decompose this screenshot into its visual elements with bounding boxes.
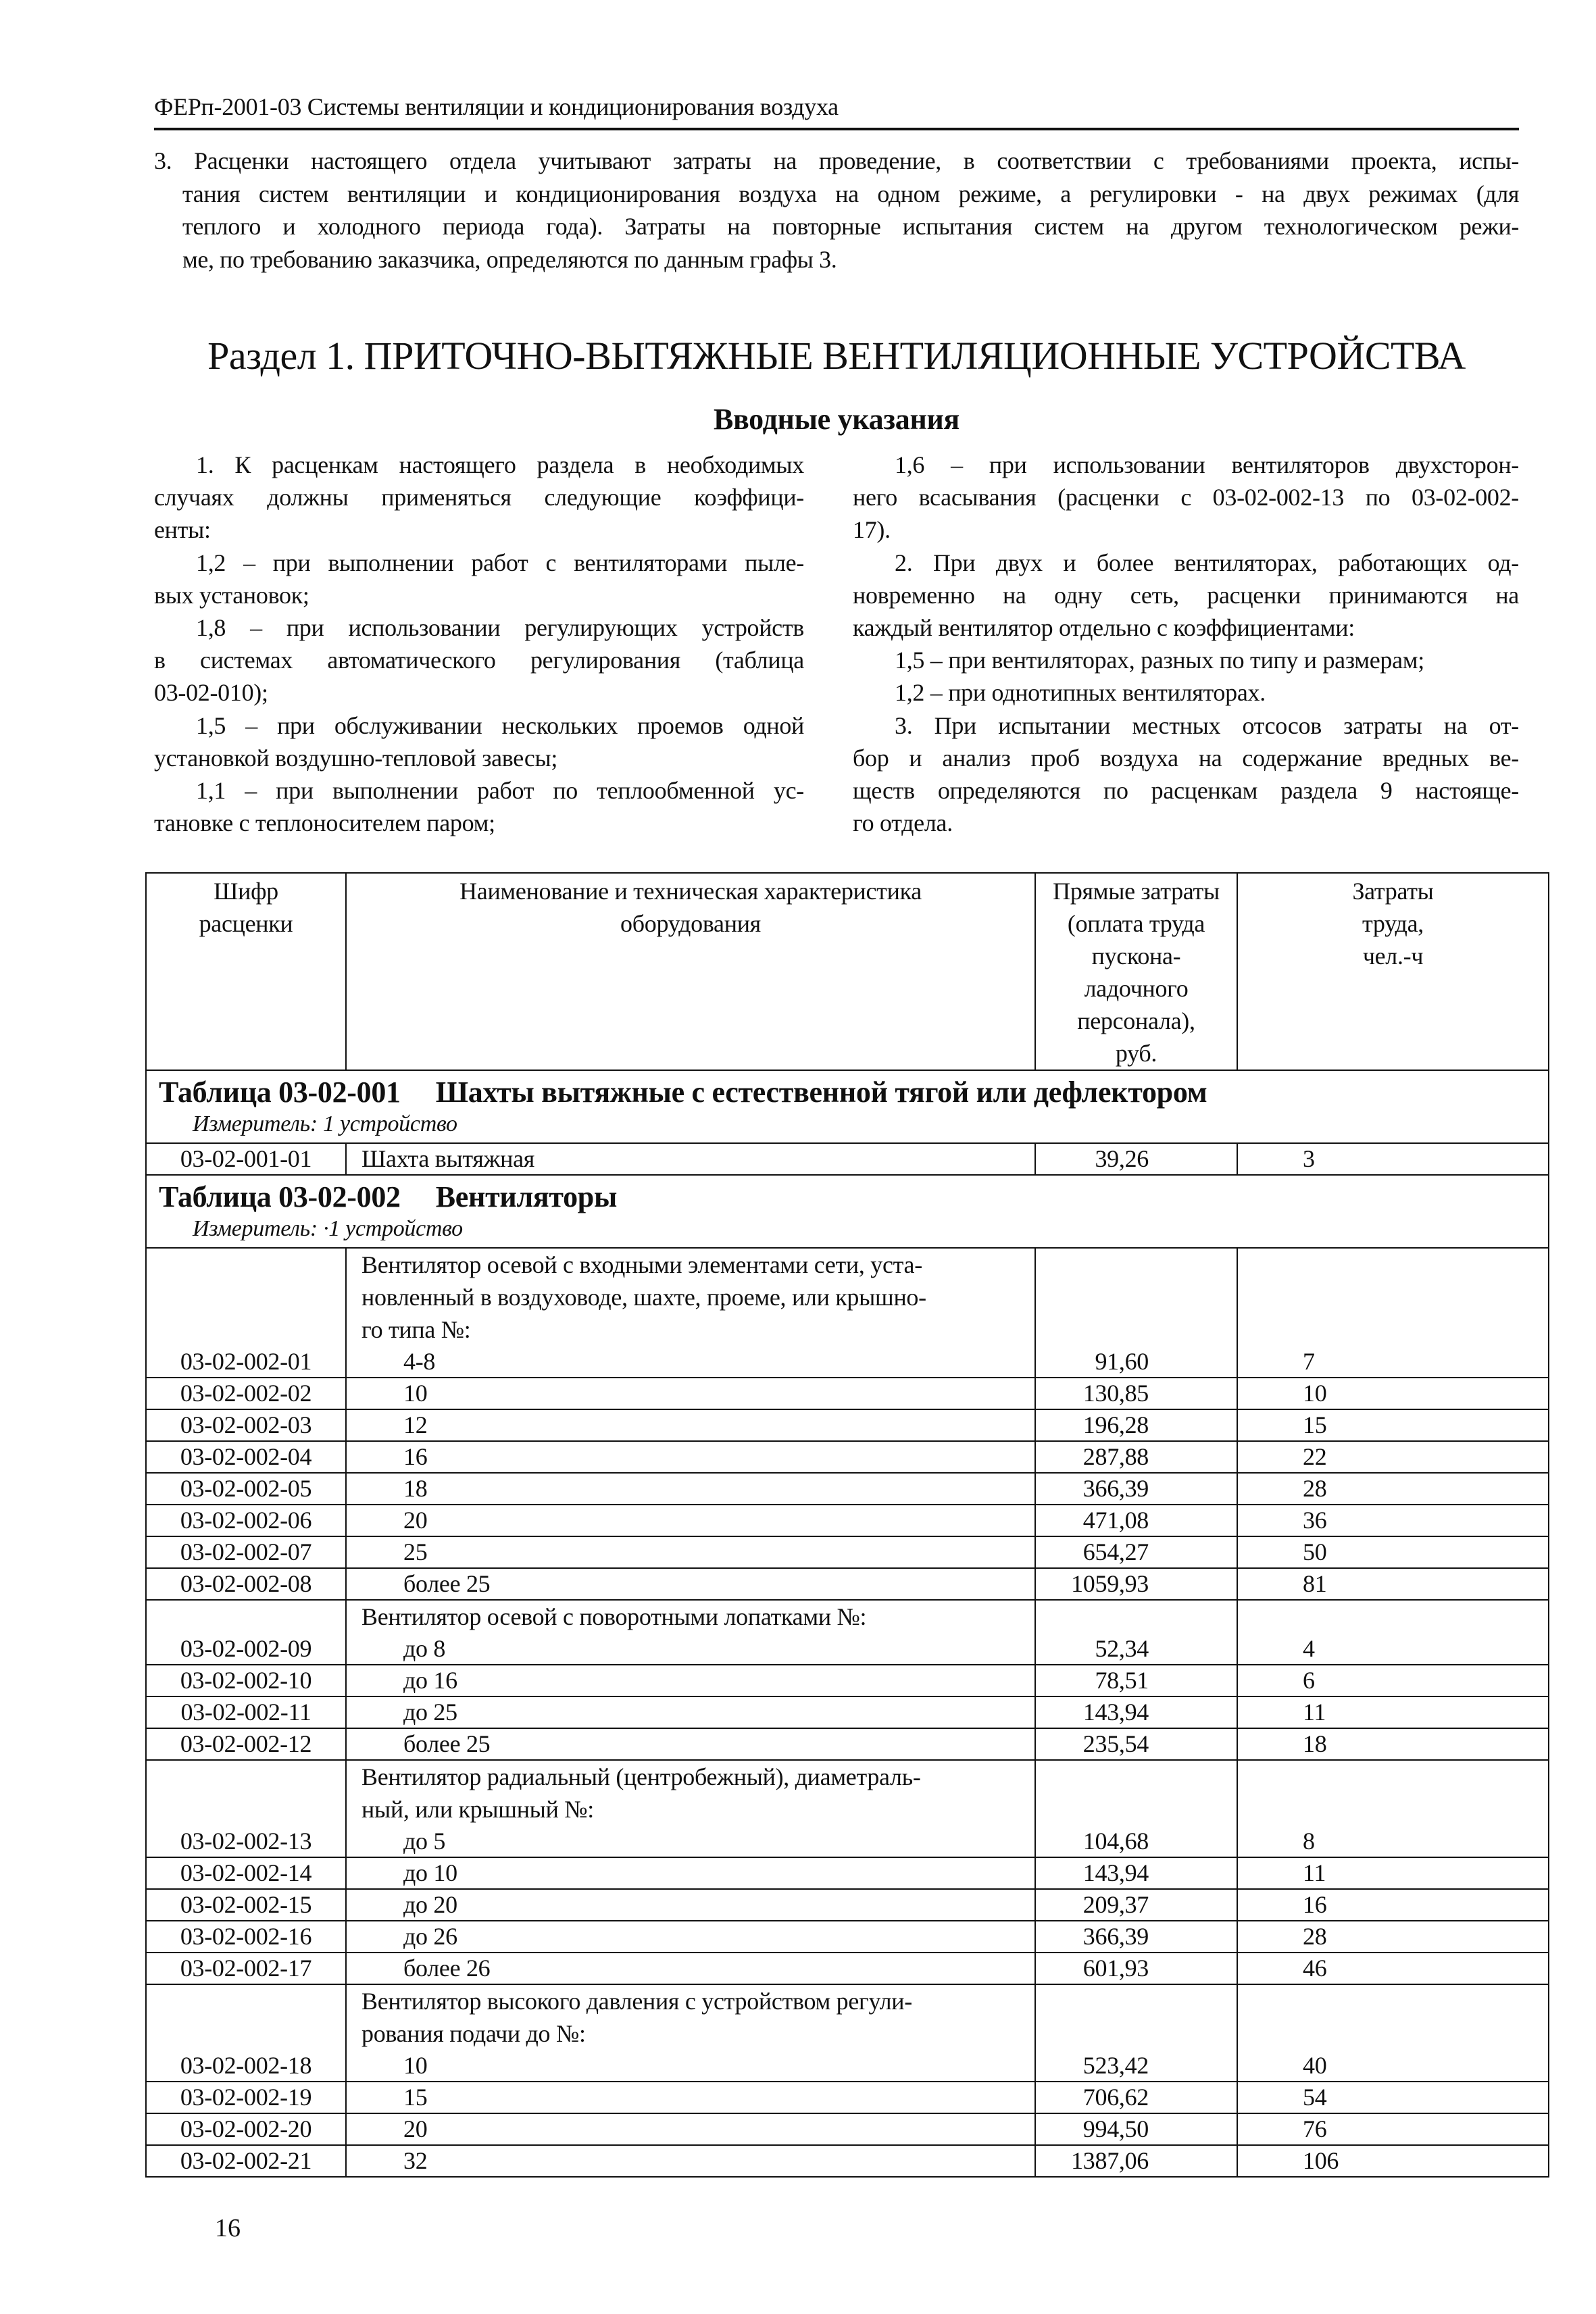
rate-cost: 91,60 [1035,1248,1237,1378]
rate-code: 03-02-002-13 [146,1760,346,1857]
rate-code: 03-02-002-19 [146,2082,346,2113]
rate-code: 03-02-002-20 [146,2113,346,2145]
rate-cost: 366,39 [1035,1473,1237,1505]
note-line: 2. При двух и более вентиляторах, работающих од- [895,549,1519,576]
rate-name [346,1953,1035,1984]
rate-cost: 143,94 [1035,1696,1237,1728]
rate-code: 03-02-002-03 [146,1409,346,1441]
note-line: ществ определяются по расценкам раздела 9 настояще- [853,777,1519,805]
note-line: вых установок; [154,581,309,609]
table-row [146,1441,1549,1473]
section-title: Раздел 1. ПРИТОЧНО-ВЫТЯЖНЫЕ ВЕНТИЛЯЦИОННЫЕ УСТРОЙСТВА [207,334,1466,378]
table-row [146,1473,1549,1505]
rate-labor: 28 [1237,1921,1549,1953]
table-row [146,1984,1549,2082]
group-description-line: го типа №: [361,1316,471,1343]
note-line: тановке с теплоносителем паром; [154,809,495,837]
rate-param: 12 [403,1411,428,1438]
note-line: 03-02-010); [154,679,268,707]
table-row [146,1857,1549,1889]
table-row [146,2113,1549,2145]
note-line: случаях должны применяться следующие коэффици- [154,484,804,511]
intro-line: теплого и холодного периода года). Затраты на повторные испытания систем на другом технологическом режи- [182,213,1519,240]
rate-code: 03-02-002-12 [146,1728,346,1760]
rate-name [346,1728,1035,1760]
rate-param: Шахта вытяжная [361,1145,535,1172]
rate-code: 03-02-002-09 [146,1600,346,1665]
notes-left-column [154,449,804,839]
rate-labor: 10 [1237,1378,1549,1409]
table-row [146,1728,1549,1760]
table-row [146,1600,1549,1665]
note-line: установкой воздушно-тепловой завесы; [154,744,558,772]
table-row [146,1665,1549,1696]
rate-labor: 46 [1237,1953,1549,1984]
intro-paragraph [154,145,1519,276]
rate-name [346,1441,1035,1473]
table-row [146,1760,1549,1857]
table-title: Шахты вытяжные с естественной тягой или дефлектором [435,1076,1207,1109]
note-line: каждый вентилятор отдельно с коэффициентами: [853,614,1355,642]
table-row [146,1568,1549,1600]
header-cost: Прямые затраты (оплата труда пускона- ладочного персонала), руб. [1035,873,1237,1070]
rate-labor: 7 [1237,1248,1549,1378]
rate-cost: 52,34 [1035,1600,1237,1665]
rate-labor: 36 [1237,1505,1549,1536]
rate-param: до 5 [403,1828,446,1855]
rate-cost: 287,88 [1035,1441,1237,1473]
rate-name [346,1536,1035,1568]
note-line: в системах автоматического регулирования (таблица [154,647,804,674]
note-line: бор и анализ проб воздуха на содержание вредных ве- [853,744,1519,772]
intro-line: ме, по требованию заказчика, определяются по данным графы 3. [182,245,837,273]
table-row [146,1696,1549,1728]
rate-labor: 8 [1237,1760,1549,1857]
table-row [146,1248,1549,1378]
note-line: новременно на одну сеть, расценки принимаются на [853,581,1519,609]
rate-cost: 366,39 [1035,1921,1237,1953]
rate-labor: 16 [1237,1889,1549,1921]
rate-name [346,1568,1035,1600]
header-rule [154,128,1519,130]
rate-param: до 8 [403,1635,446,1662]
rate-name [346,1409,1035,1441]
running-head: ФЕРп-2001-03 Системы вентиляции и кондиционирования воздуха [154,93,839,120]
rate-labor: 40 [1237,1984,1549,2082]
table-unit: Измеритель: ·1 устройство [193,1216,463,1241]
rate-param: 16 [403,1443,428,1470]
rate-labor: 28 [1237,1473,1549,1505]
table-section-header [146,1175,1549,1248]
rate-cost: 235,54 [1035,1728,1237,1760]
rate-name [346,1984,1035,2082]
rate-code: 03-02-002-21 [146,2145,346,2177]
note-line: 3. При испытании местных отсосов затраты на от- [895,711,1519,739]
group-description-line: Вентилятор высокого давления с устройством регули- [361,1988,912,2015]
group-description-line: рования подачи до №: [361,2020,586,2047]
note-line: него всасывания (расценки с 03-02-002-13 по 03-02-002- [853,484,1519,511]
note-line: го отдела. [853,809,953,837]
rate-labor: 54 [1237,2082,1549,2113]
rate-param: до 25 [403,1699,457,1726]
table-header-row [146,873,1549,1070]
rate-param: 25 [403,1538,428,1565]
table-row [146,1378,1549,1409]
section-subtitle: Вводные указания [713,403,960,436]
table-row [146,1921,1549,1953]
rate-param: до 26 [403,1923,457,1950]
table-unit: Измеритель: 1 устройство [193,1111,457,1136]
note-line: 1,1 – при выполнении работ по теплообменной ус- [196,777,804,805]
table-row [146,1505,1549,1536]
table-row [146,1953,1549,1984]
rate-name [346,1921,1035,1953]
rate-param: до 20 [403,1891,457,1918]
rate-name [346,1600,1035,1665]
rate-labor: 15 [1237,1409,1549,1441]
rate-cost: 1387,06 [1035,2145,1237,2177]
rate-param: более 26 [403,1955,491,1982]
page-number: 16 [215,2214,241,2242]
rates-table [145,872,1549,2178]
rate-cost: 104,68 [1035,1760,1237,1857]
note-line: 1,5 – при обслуживании нескольких проемов одной [196,711,804,739]
rate-name [346,1378,1035,1409]
rate-cost: 523,42 [1035,1984,1237,2082]
rate-cost: 130,85 [1035,1378,1237,1409]
rate-labor: 11 [1237,1696,1549,1728]
note-line: 1,6 – при использовании вентиляторов двухсторон- [895,451,1519,478]
note-line: 17). [853,516,891,544]
rate-code: 03-02-002-14 [146,1857,346,1889]
rate-param: 4-8 [403,1348,436,1375]
notes-right-column [853,449,1519,839]
rate-name [346,1696,1035,1728]
rate-labor: 81 [1237,1568,1549,1600]
rate-cost: 196,28 [1035,1409,1237,1441]
rate-code: 03-02-002-06 [146,1505,346,1536]
table-row [146,1536,1549,1568]
rate-code: 03-02-002-17 [146,1953,346,1984]
rate-param: 10 [403,1380,428,1407]
table-row [146,2082,1549,2113]
rate-param: 10 [403,2052,428,2079]
rate-param: более 25 [403,1730,491,1757]
rate-labor: 6 [1237,1665,1549,1696]
note-line: 1,5 – при вентиляторах, разных по типу и размерам; [895,647,1424,674]
note-line: енты: [154,516,211,544]
rate-cost: 994,50 [1035,2113,1237,2145]
rate-param: до 10 [403,1859,457,1886]
rate-code: 03-02-002-07 [146,1536,346,1568]
rate-name [346,1665,1035,1696]
group-description-line: ный, или крышный №: [361,1796,594,1823]
rate-param: до 16 [403,1667,457,1694]
rate-cost: 654,27 [1035,1536,1237,1568]
rate-cost: 1059,93 [1035,1568,1237,1600]
group-description-line: Вентилятор осевой с поворотными лопатками №: [361,1603,867,1630]
rate-param: 15 [403,2084,428,2111]
rate-name [346,2082,1035,2113]
note-line: 1. К расценкам настоящего раздела в необходимых [196,451,804,478]
rate-code: 03-02-002-02 [146,1378,346,1409]
note-line: 1,8 – при использовании регулирующих устройств [196,614,804,642]
header-code: Шифр расценки [146,873,346,1070]
rate-name [346,1760,1035,1857]
table-number: Таблица 03-02-001 [159,1076,401,1109]
table-section-title [159,1180,1548,1215]
rate-cost: 601,93 [1035,1953,1237,1984]
rate-param: 20 [403,1507,428,1534]
rate-code: 03-02-001-01 [146,1143,346,1175]
table-number: Таблица 03-02-002 [159,1180,401,1213]
group-description-line: новленный в воздуховоде, шахте, проеме, или крышно- [361,1284,926,1311]
note-line: 1,2 – при выполнении работ с вентиляторами пыле- [196,549,804,576]
table-row [146,2145,1549,2177]
intro-line: 3. Расценки настоящего отдела учитывают затраты на проведение, в соответствии с требованиями проекта, испы- [154,147,1519,174]
rate-labor: 4 [1237,1600,1549,1665]
table-row [146,1143,1549,1175]
rate-param: более 25 [403,1570,491,1597]
table-row [146,1889,1549,1921]
rate-cost: 39,26 [1035,1143,1237,1175]
rate-name [346,1248,1035,1378]
rate-name [346,2113,1035,2145]
rate-code: 03-02-002-15 [146,1889,346,1921]
rate-param: 32 [403,2147,428,2174]
rate-name [346,1889,1035,1921]
rate-code: 03-02-002-10 [146,1665,346,1696]
rate-cost: 471,08 [1035,1505,1237,1536]
table-section-title [159,1075,1548,1110]
table-title: Вентиляторы [435,1180,617,1213]
rate-name [346,1473,1035,1505]
table-body [146,1070,1549,2177]
rate-labor: 18 [1237,1728,1549,1760]
note-line: 1,2 – при однотипных вентиляторах. [895,679,1266,707]
rate-cost: 209,37 [1035,1889,1237,1921]
rate-labor: 76 [1237,2113,1549,2145]
rate-code: 03-02-002-16 [146,1921,346,1953]
rate-param: 20 [403,2115,428,2142]
rate-code: 03-02-002-04 [146,1441,346,1473]
group-description-line: Вентилятор радиальный (центробежный), диаметраль- [361,1763,921,1790]
rate-code: 03-02-002-01 [146,1248,346,1378]
rate-name [346,1505,1035,1536]
rate-name [346,1143,1035,1175]
header-labor: Затраты труда, чел.-ч [1237,873,1549,1070]
rate-labor: 3 [1237,1143,1549,1175]
rate-name [346,2145,1035,2177]
rate-labor: 50 [1237,1536,1549,1568]
table-section-header [146,1070,1549,1143]
rate-code: 03-02-002-11 [146,1696,346,1728]
rate-labor: 22 [1237,1441,1549,1473]
rate-code: 03-02-002-05 [146,1473,346,1505]
table-row [146,1409,1549,1441]
rate-labor: 106 [1237,2145,1549,2177]
rate-code: 03-02-002-18 [146,1984,346,2082]
group-description-line: Вентилятор осевой с входными элементами сети, уста- [361,1251,922,1278]
rate-labor: 11 [1237,1857,1549,1889]
rate-name [346,1857,1035,1889]
rate-cost: 143,94 [1035,1857,1237,1889]
intro-line: тания систем вентиляции и кондиционирования воздуха на одном режиме, а регулировки - на двух режимах (для [182,180,1519,207]
rate-param: 18 [403,1475,428,1502]
header-name: Наименование и техническая характеристика оборудования [346,873,1035,1070]
rate-cost: 78,51 [1035,1665,1237,1696]
rate-cost: 706,62 [1035,2082,1237,2113]
rate-code: 03-02-002-08 [146,1568,346,1600]
